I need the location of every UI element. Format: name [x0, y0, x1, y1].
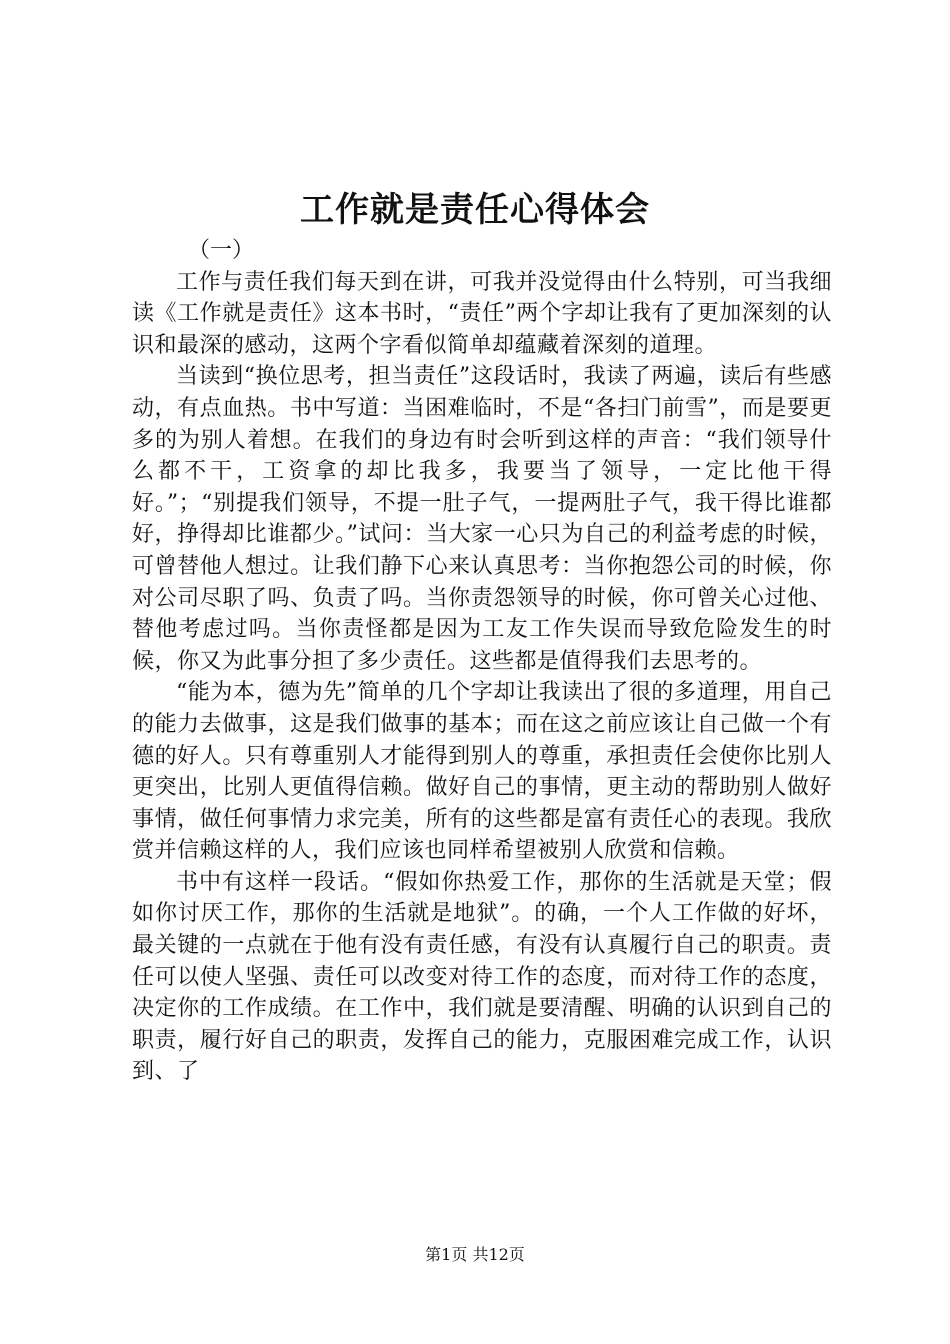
- paragraph-3: “能为本，德为先”简单的几个字却让我读出了很的多道理，用自己的能力去做事，这是我们做事的基本；而在这之前应该让自己做一个有德的好人。只有尊重别人才能得到别人的尊重，承担责任会使你比别人更突出，比别人更值得信赖。做好自己的事情，更主动的帮助别人做好事情，做任何事情力求完美，所有的这些都是富有责任心的表现。我欣赏并信赖这样的人，我们应该也同样希望被别人欣赏和信赖。: [132, 680, 832, 864]
- page-footer: 第1页 共12页: [425, 1245, 525, 1264]
- paragraph-1: 工作与责任我们每天到在讲，可我并没觉得由什么特别，可当我细读《工作就是责任》这本书时，“责任”两个字却让我有了更加深刻的认识和最深的感动，这两个字看似简单却蕴藏着深刻的道理。: [132, 269, 832, 358]
- paragraph-4: 书中有这样一段话。“假如你热爱工作，那你的生活就是天堂；假如你讨厌工作，那你的生活就是地狱”。的确，一个人工作做的好坏，最关键的一点就在于他有没有责任感，有没有认真履行自己的职责。责任可以使人坚强、责任可以改变对待工作的态度，而对待工作的态度，决定你的工作成绩。在工作中，我们就是要清醒、明确的认识到自己的职责，履行好自己的职责，发挥自己的能力，克服困难完成工作，认识到、了: [132, 869, 832, 1085]
- paragraph-2: 当读到“换位思考，担当责任”这段话时，我读了两遍，读后有些感动，有点血热。书中写道：当困难临时，不是“各扫门前雪”，而是要更多的为别人着想。在我们的身边有时会听到这样的声音：“我们领导什么都不干，工资拿的却比我多，我要当了领导，一定比他干得好。”；“别提我们领导，不提一肚子气，一提两肚子气，我干得比谁都好，挣得却比谁都少。”试问：当大家一心只为自己的利益考虑的时候，可曾替他人想过。让我们静下心来认真思考：当你抱怨公司的时候，你对公司尽职了吗、负责了吗。当你责怨领导的时候，你可曾关心过他、替他考虑过吗。当你责怪都是因为工友工作失误而导致危险发生的时候，你又为此事分担了多少责任。这些都是值得我们去思考的。: [132, 364, 832, 674]
- document-body: [132, 235, 832, 1088]
- section-mark: （一）: [188, 238, 255, 263]
- page-title: 工作就是责任心得体会: [300, 190, 650, 230]
